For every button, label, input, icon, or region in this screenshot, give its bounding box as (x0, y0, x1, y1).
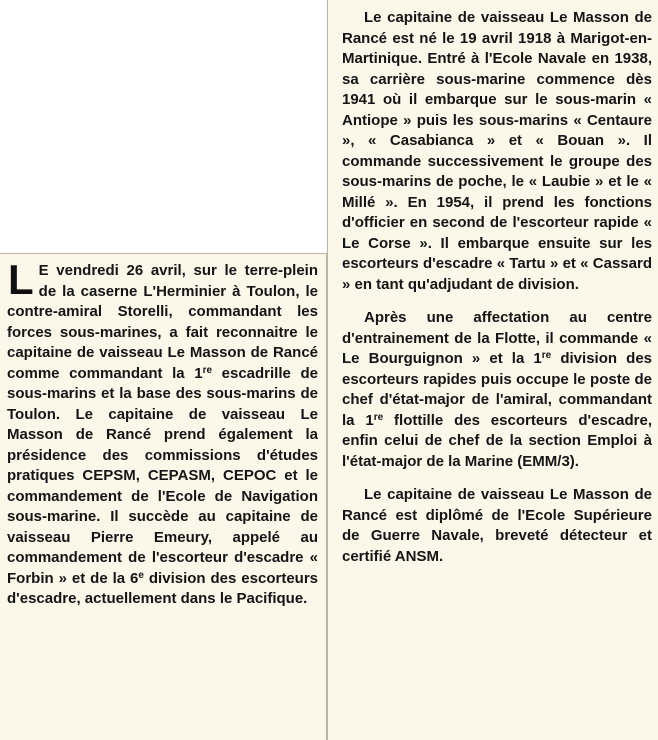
drop-cap: L (8, 256, 34, 303)
right-paragraph-2 (342, 308, 652, 472)
right-paragraph-2-part-b: division des escorteurs rapides puis occupe le poste de chef d'état-major de l'amiral, commandant la 1 (342, 350, 652, 429)
right-paragraph-1: Le capitaine de vaisseau Le Masson de Rancé est né le 19 avril 1918 à Marigot-en-Martinique. Entré à l'Ecole Navale en 1938, sa carrière sous-marine commence dès 1941 où il embarque sur le sous-marin « Antiope » puis les sous-marins « Centaure », « Casabianca » et « Bouan ». Il commande successivement le groupe des sous-marins de poche, le « Laubie » et le « Millé ». En 1954, il prend les fonctions d'officier en second de l'escorteur rapide « Le Corse ». Il embarque ensuite sur les escorteurs d'escadre « Tartu » et « Cassard » en tant qu'adjudant de division. (342, 9, 652, 293)
right-paragraph-2-part-a: Après une affectation au centre d'entrainement de la Flotte, il commande « Le Bourguignon » et la 1 (342, 309, 652, 367)
article-right-clipping (327, 0, 658, 740)
right-paragraph-3: Le capitaine de vaisseau Le Masson de Rancé est diplômé de l'Ecole Supérieure de Guerre Navale, breveté détecteur et certifié ANSM. (342, 486, 652, 565)
ordinal-superscript: re (373, 411, 384, 423)
ordinal-superscript: re (202, 364, 213, 376)
left-paragraph-1 (7, 256, 318, 610)
article-left-clipping (0, 253, 327, 740)
left-paragraph-1-part-c: division des escorteurs d'escadre, actuellement dans le Pacifique. (7, 569, 318, 607)
left-paragraph-1-part-b: escadrille de sous-marins et la base des sous-marins de Toulon. Le capitaine de vaisseau Le Masson de Rancé prend également la présidence des commissions d'études pratiques CEPSM, CEPASM, CEPOC et le commandement de l'Ecole de Navigation sous-marine. Il succède au capitaine de vaisseau Pierre Emeury, appelé au commandement de l'escorteur d'escadre « Forbin » et de la 6 (7, 364, 318, 587)
ordinal-superscript: re (541, 350, 552, 361)
right-paragraph-2-part-c: flottille des escorteurs d'escadre, enfin celui de chef de la section Emploi à l'état-major de la Marine (EMM/3). (342, 411, 652, 470)
left-paragraph-1-part-a: E vendredi 26 avril, sur le terre-plein de la caserne L'Herminier à Toulon, le contre-amiral Storelli, commandant les forces sous-marines, a fait reconnaitre le capitaine de vaisseau Le Masson de Rancé comme commandant la 1 (7, 262, 318, 382)
ordinal-superscript: e (138, 569, 144, 581)
